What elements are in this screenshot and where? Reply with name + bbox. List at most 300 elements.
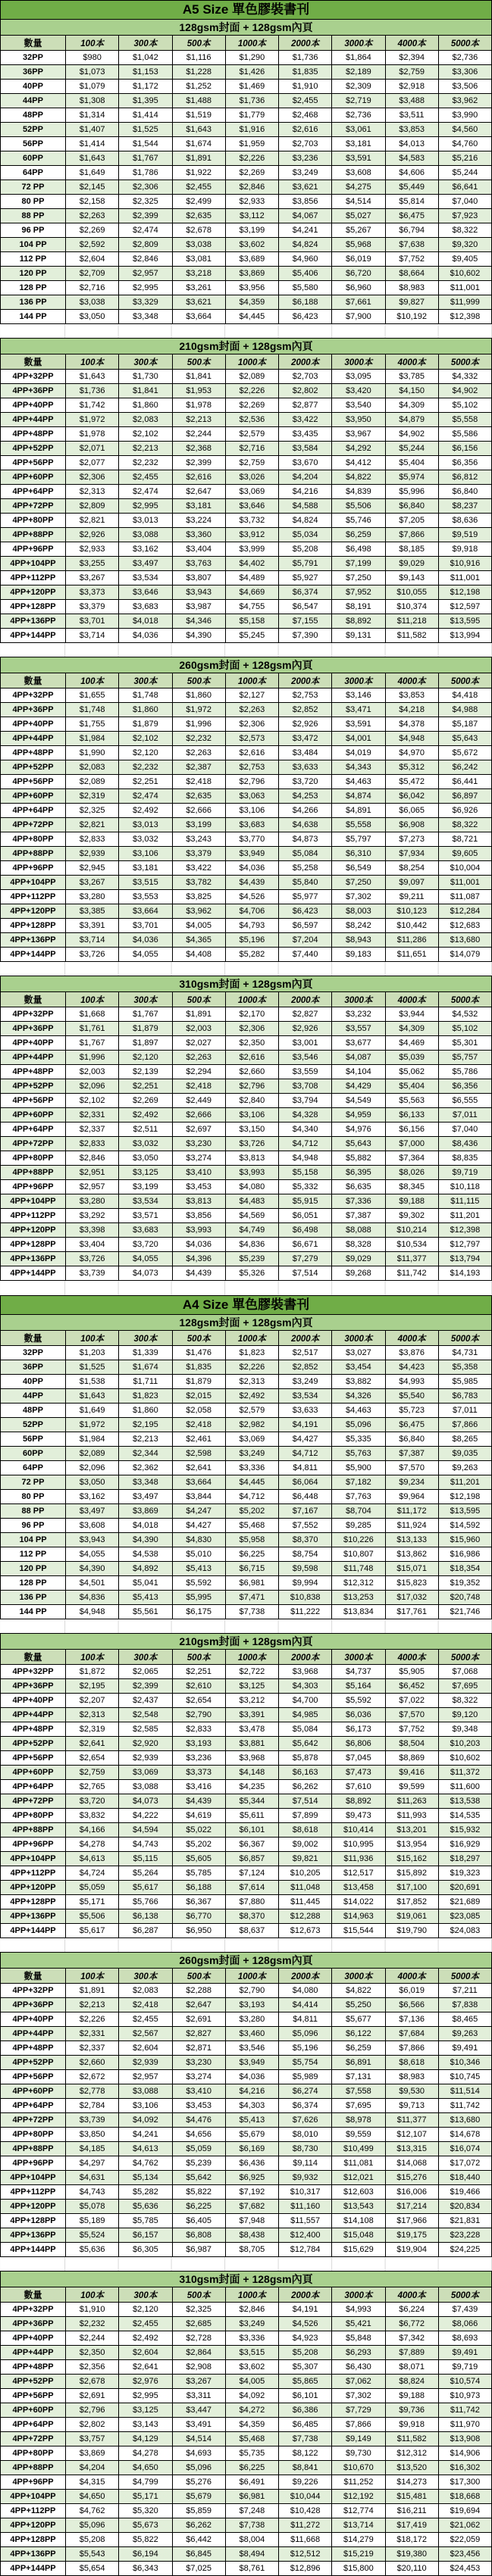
table-row [1,470,492,485]
price-cell: $1,252 [172,80,225,94]
price-cell: $4,359 [225,2418,278,2432]
price-cell: $2,437 [119,1694,172,1708]
price-cell: $12,107 [385,2128,438,2142]
price-cell: $8,637 [225,1924,278,1938]
price-cell: $12,198 [438,585,491,600]
price-cell: $13,520 [385,2461,438,2475]
price-cell: $6,386 [279,2403,332,2418]
price-cell: $1,042 [119,51,172,65]
price-cell: $2,399 [172,456,225,470]
price-cell: $2,939 [66,847,119,861]
price-cell: $5,968 [332,238,385,252]
price-cell: $11,252 [332,2475,385,2490]
quantity-column-header: 5000本 [438,2287,491,2303]
price-cell: $8,345 [385,1180,438,1194]
price-cell: $2,269 [119,1094,172,1108]
price-cell: $9,491 [438,2041,491,2056]
table-row [1,2200,492,2214]
column-header-row [1,1331,492,1346]
price-cell: $2,350 [225,1036,278,1051]
paper-combo-title: 260gsm封面 + 128gsm內頁 [1,1953,492,1969]
price-cell: $3,193 [225,1998,278,2012]
page-count-label: 4PP+128PP [1,2214,66,2228]
price-cell: $2,102 [66,1094,119,1108]
price-cell: $4,463 [332,1404,385,1418]
price-cell: $2,325 [119,195,172,209]
price-cell: $8,003 [332,904,385,919]
price-cell: $4,892 [119,1562,172,1576]
quantity-column-header: 500本 [172,2287,225,2303]
price-cell: $2,784 [66,2099,119,2113]
page-count-label: 4PP+60PP [1,1766,66,1780]
price-cell: $7,250 [332,571,385,585]
price-cell: $11,377 [385,2113,438,2128]
price-cell: $2,102 [119,732,172,746]
price-cell: $5,171 [66,1895,119,1909]
price-cell: $3,844 [172,1490,225,1504]
price-cell: $16,986 [438,1547,491,1562]
table-row [1,1194,492,1209]
price-cell: $2,635 [172,789,225,804]
price-cell: $14,906 [438,2446,491,2461]
paper-combo-row [1,1315,492,1331]
price-cell: $8,978 [332,2113,385,2128]
price-cell: $4,092 [225,2389,278,2403]
table-row [1,1751,492,1766]
price-cell: $3,181 [172,499,225,514]
page-count-label: 4PP+144PP [1,948,66,962]
price-cell: $8,191 [332,600,385,614]
price-cell: $11,172 [385,1504,438,1519]
price-cell: $2,846 [225,2303,278,2317]
price-cell: $2,833 [66,832,119,847]
table-row [1,1180,492,1194]
price-cell: $1,736 [225,94,278,108]
table-row [1,281,492,295]
price-cell: $10,973 [438,2389,491,2403]
price-cell: $3,608 [66,1519,119,1533]
page-count-label: 4PP+64PP [1,2099,66,2113]
price-cell: $1,414 [119,108,172,123]
price-cell: $5,187 [438,717,491,732]
price-cell: $5,208 [279,2346,332,2360]
price-cell: $8,835 [438,1151,491,1166]
page-count-label: 32PP [1,51,66,65]
table-row [1,2128,492,2142]
price-cell: $4,569 [225,1209,278,1223]
price-cell: $7,025 [172,2562,225,2576]
price-cell: $3,714 [66,933,119,948]
price-cell: $2,827 [172,2027,225,2041]
price-cell: $9,188 [385,2389,438,2403]
price-cell: $9,821 [279,1852,332,1866]
page-count-label: 4PP+144PP [1,1266,66,1281]
price-cell: $3,391 [66,919,119,933]
page-count-label: 4PP+128PP [1,600,66,614]
price-cell: $4,204 [279,470,332,485]
table-row [1,2243,492,2257]
page-count-label: 4PP+40PP [1,2012,66,2027]
price-cell: $15,071 [385,1562,438,1576]
price-cell: $2,579 [225,1404,278,1418]
price-cell: $2,418 [119,1998,172,2012]
price-cell: $4,822 [332,1984,385,1998]
price-cell: $2,077 [66,456,119,470]
price-cell: $1,525 [119,123,172,137]
price-cell: $12,774 [332,2504,385,2518]
price-cell: $3,106 [225,1108,278,1123]
quantity-column-header: 500本 [172,1650,225,1665]
price-cell: $5,096 [172,2461,225,2475]
price-cell: $3,095 [332,370,385,384]
price-cell: $2,647 [172,1998,225,2012]
price-cell: $10,428 [279,2504,332,2518]
page-count-label: 4PP+60PP [1,2084,66,2099]
price-cell: $7,000 [385,1137,438,1151]
page-count-label: 4PP+60PP [1,1108,66,1123]
page-count-label: 4PP+96PP [1,2475,66,2490]
price-cell: $7,626 [279,2113,332,2128]
page-count-label: 4PP+80PP [1,2128,66,2142]
price-cell: $8,618 [279,1823,332,1838]
quantity-column-header: 300本 [119,36,172,51]
price-cell: $4,743 [66,2185,119,2200]
price-cell: $2,976 [119,2375,172,2389]
price-cell: $5,654 [66,2562,119,2576]
spacer-row [0,324,492,339]
qty-column-header: 數量 [1,354,66,370]
column-header-row [1,1969,492,1984]
price-cell: $1,978 [172,398,225,413]
page-count-label: 4PP+56PP [1,775,66,789]
table-row [1,1007,492,1022]
price-cell: $3,559 [279,1065,332,1079]
price-cell: $7,124 [225,1866,278,1881]
price-cell: $2,263 [172,746,225,760]
price-cell: $5,974 [385,470,438,485]
price-cell: $11,377 [385,1252,438,1266]
price-cell: $2,251 [119,1079,172,1094]
price-table [0,1633,492,1938]
page-count-label: 60PP [1,1447,66,1461]
price-cell: $11,936 [332,1852,385,1866]
price-cell: $9,188 [385,1194,438,1209]
price-cell: $5,189 [66,2214,119,2228]
price-cell: $10,995 [332,1838,385,1852]
price-cell: $13,680 [438,2113,491,2128]
price-cell: $8,322 [438,1694,491,1708]
price-cell: $7,167 [279,1504,332,1519]
price-cell: $3,199 [119,1180,172,1194]
price-cell: $9,719 [438,2360,491,2375]
price-cell: $2,995 [119,499,172,514]
price-cell: $4,993 [332,2303,385,2317]
price-cell: $4,960 [279,252,332,267]
page-count-label: 4PP+80PP [1,514,66,528]
page-count-label: 4PP+96PP [1,1180,66,1194]
table-row [1,629,492,643]
price-cell: $7,738 [225,2518,278,2533]
price-cell: $5,848 [332,2331,385,2346]
price-cell: $6,356 [438,1079,491,1094]
price-cell: $1,953 [172,384,225,398]
price-cell: $1,972 [66,413,119,427]
price-cell: $3,677 [332,1036,385,1051]
price-cell: $2,263 [225,703,278,717]
price-cell: $9,120 [438,1708,491,1722]
price-cell: $5,115 [119,1852,172,1866]
price-cell: $2,325 [66,804,119,818]
price-cell: $13,253 [332,1591,385,1605]
price-cell: $5,216 [438,151,491,166]
price-cell: $2,313 [66,1708,119,1722]
price-cell: $9,029 [332,1252,385,1266]
price-cell: $15,823 [385,1576,438,1591]
quantity-column-header: 2000本 [279,992,332,1007]
price-cell: $2,492 [119,804,172,818]
price-cell: $2,852 [279,703,332,717]
page-count-label: 4PP+44PP [1,732,66,746]
price-cell: $11,218 [385,614,438,629]
price-cell: $3,193 [172,1737,225,1751]
qty-column-header: 數量 [1,1650,66,1665]
price-cell: $4,731 [438,1346,491,1360]
price-cell: $4,001 [332,732,385,746]
page-count-label: 4PP+104PP [1,876,66,890]
quantity-column-header: 3000本 [332,1331,385,1346]
price-cell: $8,730 [279,2142,332,2156]
qty-column-header: 數量 [1,36,66,51]
quantity-column-header: 100本 [66,36,119,51]
price-cell: $6,808 [172,2228,225,2243]
price-cell: $3,664 [119,904,172,919]
price-cell: $4,799 [119,2475,172,2490]
price-cell: $5,642 [172,2171,225,2185]
price-cell: $3,825 [172,890,225,904]
price-cell: $4,532 [438,1007,491,1022]
price-cell: $5,421 [332,2317,385,2331]
price-cell: $3,274 [172,2070,225,2084]
price-cell: $2,071 [66,442,119,456]
price-cell: $9,473 [332,1809,385,1823]
price-cell: $3,032 [119,832,172,847]
price-cell: $1,073 [66,65,119,80]
price-cell: $3,683 [119,1223,172,1238]
price-cell: $5,096 [66,2518,119,2533]
price-cell: $7,182 [332,1475,385,1490]
price-cell: $19,175 [385,2228,438,2243]
price-cell: $7,838 [438,1998,491,2012]
price-cell: $5,413 [119,1591,172,1605]
price-cell: $3,497 [119,557,172,571]
page-count-label: 4PP+44PP [1,1708,66,1722]
price-cell: $11,201 [438,1475,491,1490]
page-count-label: 4PP+52PP [1,1079,66,1094]
price-cell: $6,293 [332,2346,385,2360]
price-cell: $2,790 [172,1708,225,1722]
price-cell: $4,501 [66,1576,119,1591]
price-cell: $4,476 [172,2113,225,2128]
price-cell: $8,705 [225,2243,278,2257]
price-cell: $7,695 [332,2099,385,2113]
price-cell: $9,736 [385,2403,438,2418]
quantity-column-header: 4000本 [385,354,438,370]
price-cell: $4,216 [279,485,332,499]
price-cell: $2,641 [66,1737,119,1751]
price-cell: $5,746 [332,514,385,528]
price-cell: $3,856 [172,1209,225,1223]
price-cell: $3,249 [279,1375,332,1389]
price-cell: $3,069 [225,485,278,499]
page-count-label: 4PP+104PP [1,2171,66,2185]
price-cell: $5,301 [438,1036,491,1051]
price-cell: $23,456 [438,2547,491,2562]
price-cell: $6,163 [279,1766,332,1780]
page-count-label: 4PP+52PP [1,1737,66,1751]
page-count-label: 4PP+120PP [1,1881,66,1895]
table-row [1,600,492,614]
price-cell: $4,879 [385,413,438,427]
price-cell: $5,786 [438,1065,491,1079]
column-header-row [1,992,492,1007]
price-cell: $4,080 [279,1984,332,1998]
price-cell: $2,313 [66,485,119,499]
price-cell: $6,175 [172,1605,225,1619]
price-cell: $2,864 [172,2346,225,2360]
quantity-column-header: 1000本 [225,354,278,370]
price-cell: $10,807 [332,1547,385,1562]
price-cell: $2,790 [225,1984,278,1998]
price-cell: $3,497 [66,1504,119,1519]
price-cell: $3,488 [385,94,438,108]
price-cell: $5,239 [172,2156,225,2171]
page-count-label: 4PP+36PP [1,1998,66,2012]
price-cell: $5,041 [119,1576,172,1591]
page-count-label: 64PP [1,166,66,180]
price-cell: $2,306 [225,717,278,732]
page-count-label: 56PP [1,137,66,151]
price-cell: $3,876 [385,1346,438,1360]
table-row [1,571,492,585]
price-cell: $14,193 [438,1266,491,1281]
page-count-label: 4PP+144PP [1,2562,66,2576]
page-count-label: 4PP+96PP [1,542,66,557]
price-cell: $4,712 [279,1447,332,1461]
price-cell: $17,300 [438,2475,491,2490]
spacer-row [0,2257,492,2272]
price-cell: $2,939 [119,2056,172,2070]
quantity-column-header: 4000本 [385,36,438,51]
price-cell: $2,418 [172,1079,225,1094]
page-count-label: 4PP+52PP [1,442,66,456]
price-cell: $3,546 [279,1051,332,1065]
price-cell: $14,022 [332,1895,385,1909]
quantity-column-header: 100本 [66,354,119,370]
price-cell: $7,279 [279,1252,332,1266]
price-cell: $2,511 [119,1123,172,1137]
paper-combo-title: 210gsm封面 + 128gsm內頁 [1,1634,492,1650]
price-cell: $7,934 [385,847,438,861]
table-row [1,65,492,80]
price-cell: $12,312 [332,1576,385,1591]
price-cell: $1,116 [172,51,225,65]
price-cell: $5,244 [385,442,438,456]
price-cell: $1,655 [66,688,119,703]
page-count-label: 4PP+144PP [1,629,66,643]
price-cell: $12,284 [438,904,491,919]
price-cell: $1,767 [119,1007,172,1022]
price-cell: $7,136 [385,2012,438,2027]
price-cell: $9,302 [385,1209,438,1223]
price-cell: $3,050 [119,1151,172,1166]
price-cell: $3,967 [332,427,385,442]
price-cell: $2,083 [119,1984,172,1998]
price-cell: $2,418 [172,775,225,789]
price-cell: $5,208 [66,2533,119,2547]
price-cell: $4,328 [279,1108,332,1123]
price-cell: $3,720 [66,1794,119,1809]
price-cell: $4,390 [119,1533,172,1547]
price-cell: $1,538 [66,1375,119,1389]
price-cell: $9,719 [438,1166,491,1180]
price-cell: $3,420 [332,384,385,398]
page-count-label: 112 PP [1,1547,66,1562]
price-cell: $3,782 [172,876,225,890]
price-cell: $6,367 [225,1838,278,1852]
table-row [1,1123,492,1137]
price-cell: $3,088 [119,528,172,542]
table-row [1,1576,492,1591]
price-cell: $24,083 [438,1924,491,1938]
price-cell: $6,925 [225,2171,278,2185]
page-count-label: 4PP+72PP [1,499,66,514]
price-cell: $13,714 [332,2518,385,2533]
price-cell: $7,062 [332,2375,385,2389]
price-cell: $8,185 [385,542,438,557]
price-cell: $7,752 [385,252,438,267]
price-cell: $5,882 [332,1151,385,1166]
price-cell: $4,811 [279,1461,332,1475]
price-cell: $3,683 [225,818,278,832]
price-cell: $5,673 [119,2518,172,2533]
price-cell: $10,123 [385,904,438,919]
price-cell: $19,380 [385,2547,438,2562]
price-cell: $2,685 [172,2317,225,2331]
price-cell: $11,286 [385,933,438,948]
quantity-column-header: 2000本 [279,673,332,688]
price-cell: $9,598 [279,1562,332,1576]
price-cell: $3,106 [119,847,172,861]
price-cell: $6,169 [225,2142,278,2156]
price-cell: $3,416 [172,1780,225,1794]
price-cell: $6,225 [225,1547,278,1562]
table-row [1,2099,492,2113]
price-cell: $2,089 [66,775,119,789]
table-row [1,1375,492,1389]
price-cell: $17,852 [385,1895,438,1909]
price-cell: $3,853 [385,123,438,137]
price-cell: $2,350 [66,2346,119,2360]
price-cell: $2,852 [279,1360,332,1375]
table-row [1,1881,492,1895]
price-cell: $1,711 [119,1375,172,1389]
price-cell: $5,196 [225,933,278,948]
page-count-label: 4PP+72PP [1,1794,66,1809]
page-count-label: 4PP+52PP [1,2375,66,2389]
price-cell: $6,224 [385,2303,438,2317]
price-cell: $1,990 [66,746,119,760]
price-cell: $3,591 [332,717,385,732]
